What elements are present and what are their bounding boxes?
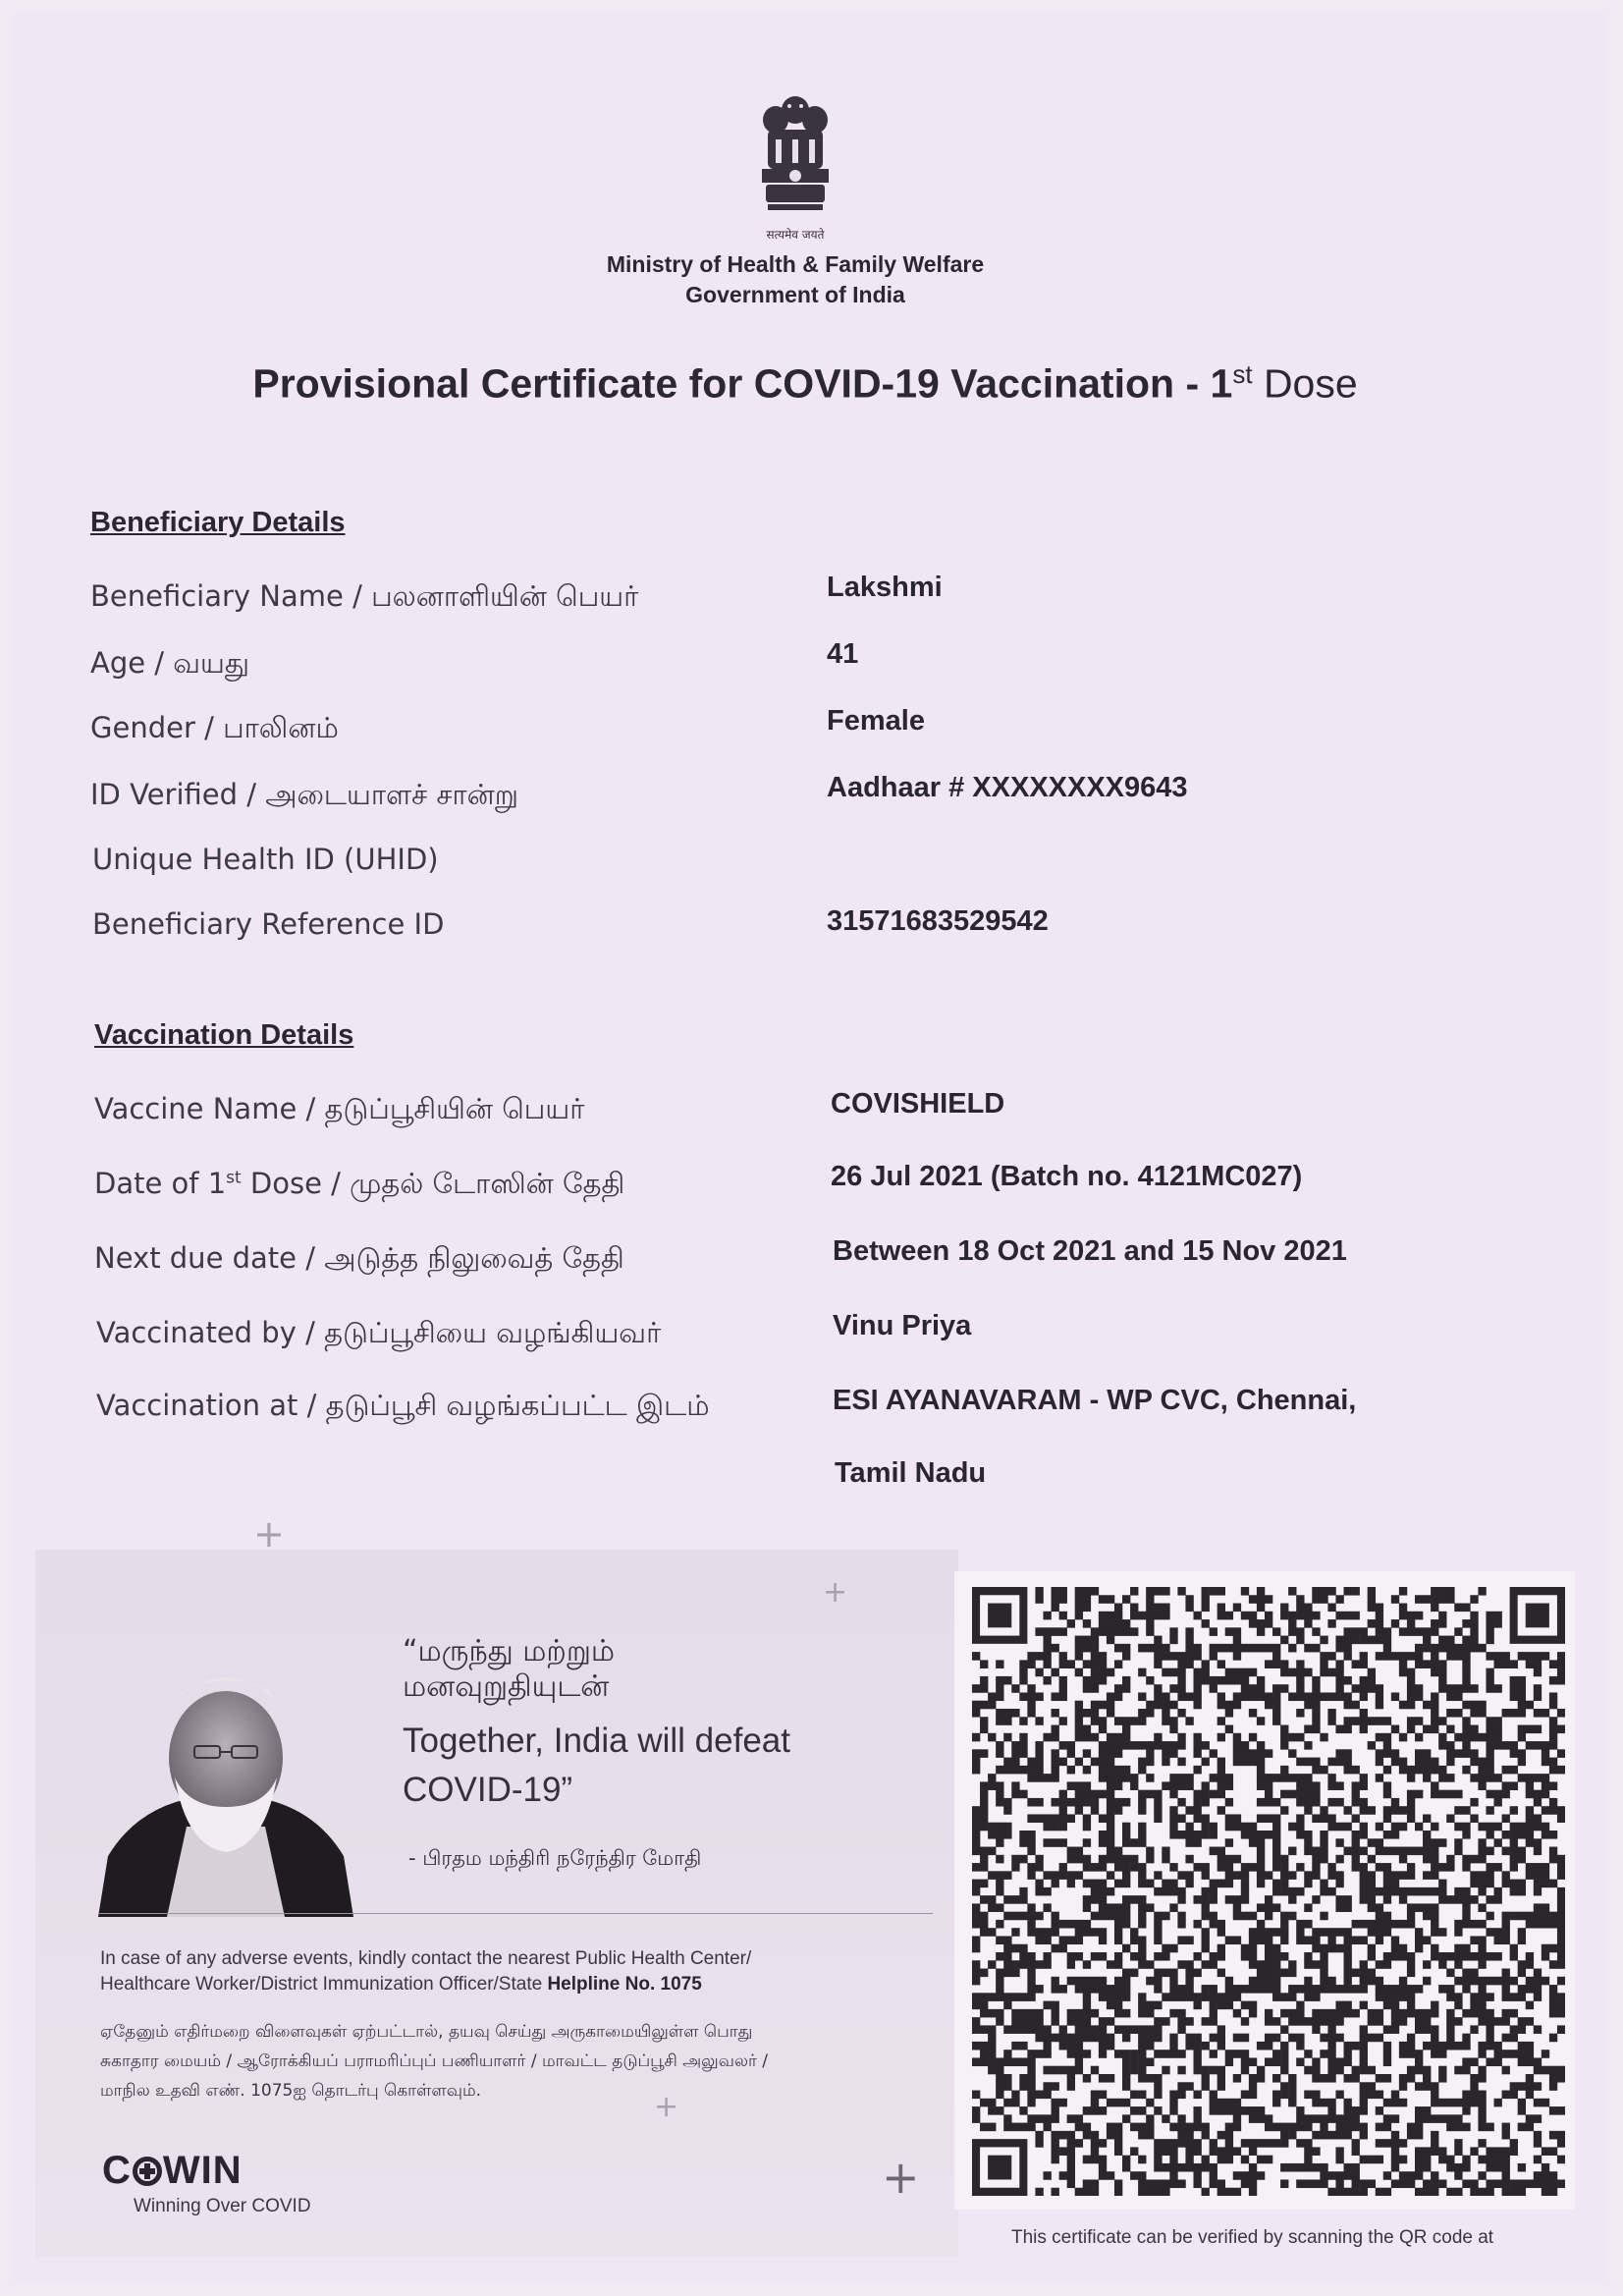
quote-attribution: - பிரதம மந்திரி நரேந்திர மோதி <box>408 1846 702 1870</box>
cowin-logo-o-icon <box>133 2157 162 2186</box>
plus-mark-icon: + <box>823 1575 848 1610</box>
title-dose: Dose <box>1252 360 1358 407</box>
adverse-en-line <box>100 1972 945 1997</box>
plus-mark-icon: + <box>882 2151 920 2204</box>
qr-finder-pattern <box>972 1587 1027 1644</box>
age-value: 41 <box>827 638 859 670</box>
reference-id-value: 31571683529542 <box>827 905 1049 937</box>
helpline-number: Helpline No. 1075 <box>547 1974 702 1995</box>
vaccinated-at-state: Tamil Nadu <box>835 1457 987 1489</box>
quote-tamil-line: மனவுறுதியுடன் <box>403 1669 610 1704</box>
qr-finder-pattern <box>972 2139 1027 2196</box>
quote-english-line: COVID-19” <box>403 1771 573 1809</box>
beneficiary-name-label: Beneficiary Name / பலனாளியின் பெயர் <box>90 579 639 613</box>
beneficiary-details-heading: Beneficiary Details <box>90 507 346 538</box>
gender-value: Female <box>827 705 925 737</box>
id-verified-value: Aadhaar # XXXXXXXX9643 <box>827 772 1188 803</box>
quote-tamil <box>403 1634 815 1705</box>
cowin-logo-rest: WIN <box>162 2149 243 2192</box>
national-emblem-icon <box>746 90 844 228</box>
title-ordinal: st <box>1232 359 1253 389</box>
qr-verify-text: This certificate can be verified by scanning the QR code at <box>1011 2227 1494 2248</box>
government-line: Government of India <box>685 282 905 307</box>
first-dose-label <box>94 1167 624 1204</box>
vaccine-name-value: COVISHIELD <box>831 1088 1005 1120</box>
ministry-line: Ministry of Health & Family Welfare <box>606 251 985 277</box>
next-due-label: Next due date / அடுத்த நிலுவைத் தேதி <box>94 1241 624 1275</box>
vaccinated-at-label: Vaccination at / தடுப்பூசி வழங்கப்பட்ட இடம் <box>96 1389 710 1422</box>
adverse-ta-line: ஏதேனும் எதிர்மறை விளைவுகள் ஏற்பட்டால், தயவு செய்து அருகாமையிலுள்ள பொது <box>100 2022 753 2042</box>
ministry-heading <box>491 249 1100 310</box>
vaccinated-at-value: ESI AYANAVARAM - WP CVC, Chennai, <box>833 1385 1357 1416</box>
adverse-events-english <box>100 1946 945 1997</box>
verification-qr-code[interactable] <box>972 1587 1565 2196</box>
banner-divider <box>98 1913 933 1914</box>
plus-mark-icon: + <box>253 1512 285 1556</box>
first-dose-label-text: Date of 1 <box>94 1167 227 1200</box>
age-label: Age / வயது <box>90 646 250 680</box>
emblem-motto: सत्यमेव जयते <box>766 228 825 242</box>
vaccinated-by-value: Vinu Priya <box>833 1310 972 1341</box>
beneficiary-name-value: Lakshmi <box>827 572 943 603</box>
cowin-tagline: Winning Over COVID <box>134 2196 311 2216</box>
qr-finder-pattern <box>1510 1587 1565 1644</box>
adverse-en-text: Healthcare Worker/District Immunization Officer/State <box>100 1974 548 1995</box>
plus-mark-icon: + <box>654 2090 679 2124</box>
title-main: Provisional Certificate for COVID-19 Vaccination - 1 <box>252 360 1233 407</box>
vaccinated-by-label: Vaccinated by / தடுப்பூசியை வழங்கியவர் <box>96 1316 662 1349</box>
adverse-ta-line: சுகாதார மையம் / ஆரோக்கியப் பராமரிப்புப் பணியாளர் / மாவட்ட தடுப்பூசி அலுவலர் / <box>100 2051 769 2071</box>
adverse-events-tamil <box>100 2017 945 2105</box>
cowin-logo-c: C <box>102 2149 132 2192</box>
adverse-en-line: In case of any adverse events, kindly contact the nearest Public Health Center/ <box>100 1948 752 1969</box>
id-verified-label: ID Verified / அடையாளச் சான்று <box>90 778 519 811</box>
quote-english-line: Together, India will defeat <box>403 1722 790 1760</box>
quote-tamil-line: “மருந்து மற்றும் <box>403 1634 616 1668</box>
next-due-value: Between 18 Oct 2021 and 15 Nov 2021 <box>833 1235 1347 1267</box>
reference-id-label: Beneficiary Reference ID <box>92 907 445 941</box>
first-dose-value: 26 Jul 2021 (Batch no. 4121MC027) <box>831 1161 1303 1192</box>
vaccine-name-label: Vaccine Name / தடுப்பூசியின் பெயர் <box>94 1092 585 1125</box>
cowin-logo <box>102 2149 243 2193</box>
uhid-label: Unique Health ID (UHID) <box>92 843 439 876</box>
gender-label: Gender / பாலினம் <box>90 711 339 744</box>
first-dose-label-sup: st <box>226 1168 242 1188</box>
quote-english <box>403 1717 893 1815</box>
prime-minister-portrait <box>98 1660 353 1917</box>
certificate-title <box>118 359 1492 408</box>
vaccination-details-heading: Vaccination Details <box>94 1019 354 1051</box>
first-dose-label-rest: Dose / முதல் டோஸின் தேதி <box>241 1167 625 1200</box>
adverse-ta-line: மாநில உதவி எண். 1075ஐ தொடர்பு கொள்ளவும். <box>100 2081 482 2101</box>
